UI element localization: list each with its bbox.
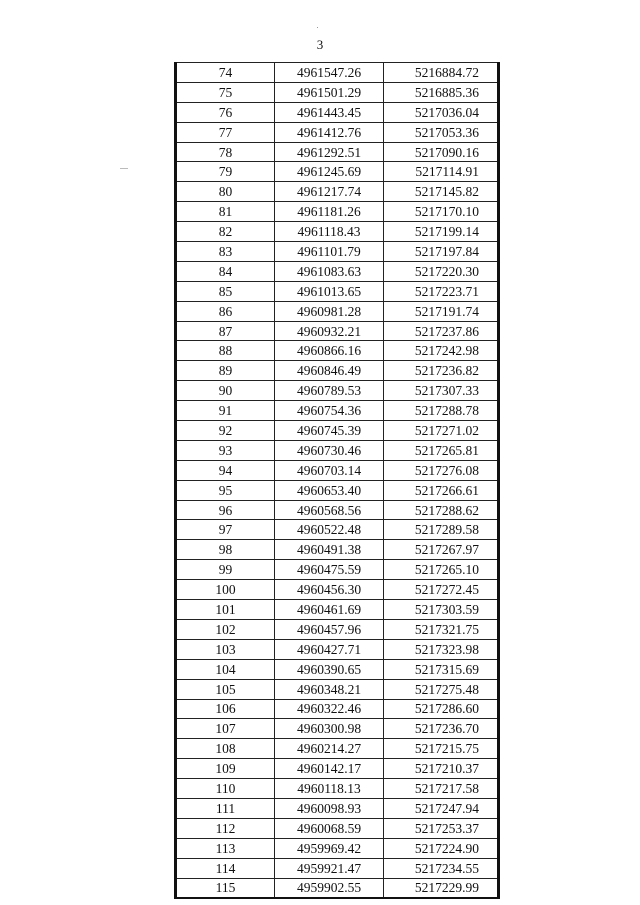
x-coordinate-cell: 4959921.47 — [275, 858, 384, 878]
point-number-cell: 83 — [176, 242, 275, 262]
table-row — [176, 659, 499, 679]
point-number-cell: 90 — [176, 381, 275, 401]
page-number: 3 — [316, 37, 324, 52]
point-number-cell: 75 — [176, 82, 275, 102]
point-number-cell: 87 — [176, 321, 275, 341]
x-coordinate-cell: 4959902.55 — [275, 878, 384, 898]
x-coordinate-cell: 4960703.14 — [275, 460, 384, 480]
x-coordinate-cell: 4961245.69 — [275, 162, 384, 182]
table-row — [176, 580, 499, 600]
x-coordinate-cell: 4960789.53 — [275, 381, 384, 401]
point-number-cell: 109 — [176, 759, 275, 779]
x-coordinate-cell: 4960846.49 — [275, 361, 384, 381]
point-number-cell: 94 — [176, 460, 275, 480]
x-coordinate-cell: 4960475.59 — [275, 560, 384, 580]
y-coordinate-cell: 5217286.60 — [384, 699, 499, 719]
point-number-cell: 86 — [176, 301, 275, 321]
y-coordinate-cell: 5217217.58 — [384, 779, 499, 799]
x-coordinate-cell: 4961181.26 — [275, 202, 384, 222]
coordinates-table-body — [176, 63, 499, 899]
table-row — [176, 261, 499, 281]
point-number-cell: 102 — [176, 619, 275, 639]
point-number-cell: 77 — [176, 122, 275, 142]
point-number-cell: 80 — [176, 182, 275, 202]
x-coordinate-cell: 4961217.74 — [275, 182, 384, 202]
point-number-cell: 96 — [176, 500, 275, 520]
point-number-cell: 110 — [176, 779, 275, 799]
x-coordinate-cell: 4961118.43 — [275, 222, 384, 242]
x-coordinate-cell: 4960461.69 — [275, 600, 384, 620]
point-number-cell: 101 — [176, 600, 275, 620]
table-row — [176, 759, 499, 779]
y-coordinate-cell: 5217210.37 — [384, 759, 499, 779]
x-coordinate-cell: 4961292.51 — [275, 142, 384, 162]
y-coordinate-cell: 5217253.37 — [384, 818, 499, 838]
x-coordinate-cell: 4960653.40 — [275, 480, 384, 500]
y-coordinate-cell: 5217224.90 — [384, 838, 499, 858]
table-row — [176, 421, 499, 441]
table-row — [176, 102, 499, 122]
point-number-cell: 97 — [176, 520, 275, 540]
x-coordinate-cell: 4960568.56 — [275, 500, 384, 520]
x-coordinate-cell: 4961443.45 — [275, 102, 384, 122]
y-coordinate-cell: 5217242.98 — [384, 341, 499, 361]
x-coordinate-cell: 4960427.71 — [275, 639, 384, 659]
y-coordinate-cell: 5217288.62 — [384, 500, 499, 520]
y-coordinate-cell: 5217145.82 — [384, 182, 499, 202]
y-coordinate-cell: 5217036.04 — [384, 102, 499, 122]
table-row — [176, 838, 499, 858]
x-coordinate-cell: 4961083.63 — [275, 261, 384, 281]
x-coordinate-cell: 4960456.30 — [275, 580, 384, 600]
point-number-cell: 88 — [176, 341, 275, 361]
point-number-cell: 95 — [176, 480, 275, 500]
y-coordinate-cell: 5217288.78 — [384, 401, 499, 421]
point-number-cell: 106 — [176, 699, 275, 719]
x-coordinate-cell: 4960118.13 — [275, 779, 384, 799]
point-number-cell: 112 — [176, 818, 275, 838]
point-number-cell: 105 — [176, 679, 275, 699]
table-row — [176, 341, 499, 361]
y-coordinate-cell: 5217220.30 — [384, 261, 499, 281]
y-coordinate-cell: 5217229.99 — [384, 878, 499, 898]
x-coordinate-cell: 4960098.93 — [275, 798, 384, 818]
table-row — [176, 162, 499, 182]
point-number-cell: 111 — [176, 798, 275, 818]
y-coordinate-cell: 5217271.02 — [384, 421, 499, 441]
point-number-cell: 91 — [176, 401, 275, 421]
point-number-cell: 82 — [176, 222, 275, 242]
table-row — [176, 679, 499, 699]
x-coordinate-cell: 4960214.27 — [275, 739, 384, 759]
x-coordinate-cell: 4960322.46 — [275, 699, 384, 719]
x-coordinate-cell: 4960981.28 — [275, 301, 384, 321]
x-coordinate-cell: 4960491.38 — [275, 540, 384, 560]
point-number-cell: 114 — [176, 858, 275, 878]
y-coordinate-cell: 5216884.72 — [384, 63, 499, 83]
table-row — [176, 719, 499, 739]
table-row — [176, 560, 499, 580]
point-number-cell: 76 — [176, 102, 275, 122]
x-coordinate-cell: 4960142.17 — [275, 759, 384, 779]
table-row — [176, 798, 499, 818]
table-row — [176, 480, 499, 500]
table-row — [176, 321, 499, 341]
table-row — [176, 699, 499, 719]
y-coordinate-cell: 5217275.48 — [384, 679, 499, 699]
point-number-cell: 100 — [176, 580, 275, 600]
x-coordinate-cell: 4961013.65 — [275, 281, 384, 301]
y-coordinate-cell: 5217114.91 — [384, 162, 499, 182]
point-number-cell: 113 — [176, 838, 275, 858]
point-number-cell: 92 — [176, 421, 275, 441]
point-number-cell: 79 — [176, 162, 275, 182]
x-coordinate-cell: 4960932.21 — [275, 321, 384, 341]
point-number-cell: 103 — [176, 639, 275, 659]
point-number-cell: 115 — [176, 878, 275, 898]
table-row — [176, 281, 499, 301]
x-coordinate-cell: 4959969.42 — [275, 838, 384, 858]
point-number-cell: 93 — [176, 440, 275, 460]
table-row — [176, 82, 499, 102]
x-coordinate-cell: 4960457.96 — [275, 619, 384, 639]
table-row — [176, 600, 499, 620]
y-coordinate-cell: 5217237.86 — [384, 321, 499, 341]
point-number-cell: 99 — [176, 560, 275, 580]
table-row — [176, 401, 499, 421]
table-row — [176, 301, 499, 321]
y-coordinate-cell: 5217303.59 — [384, 600, 499, 620]
point-number-cell: 104 — [176, 659, 275, 679]
y-coordinate-cell: 5217236.70 — [384, 719, 499, 739]
point-number-cell: 84 — [176, 261, 275, 281]
x-coordinate-cell: 4960300.98 — [275, 719, 384, 739]
table-row — [176, 222, 499, 242]
x-coordinate-cell: 4961547.26 — [275, 63, 384, 83]
point-number-cell: 85 — [176, 281, 275, 301]
table-row — [176, 381, 499, 401]
y-coordinate-cell: 5217197.84 — [384, 242, 499, 262]
y-coordinate-cell: 5217265.81 — [384, 440, 499, 460]
y-coordinate-cell: 5217276.08 — [384, 460, 499, 480]
table-row — [176, 878, 499, 898]
table-row — [176, 540, 499, 560]
point-number-cell: 74 — [176, 63, 275, 83]
x-coordinate-cell: 4960522.48 — [275, 520, 384, 540]
table-row — [176, 142, 499, 162]
y-coordinate-cell: 5217267.97 — [384, 540, 499, 560]
table-row — [176, 242, 499, 262]
table-row — [176, 818, 499, 838]
y-coordinate-cell: 5217307.33 — [384, 381, 499, 401]
scan-artifact-dash — [120, 168, 128, 169]
y-coordinate-cell: 5217215.75 — [384, 739, 499, 759]
point-number-cell: 89 — [176, 361, 275, 381]
table-row — [176, 122, 499, 142]
point-number-cell: 81 — [176, 202, 275, 222]
coordinates-table — [174, 62, 500, 899]
y-coordinate-cell: 5217053.36 — [384, 122, 499, 142]
x-coordinate-cell: 4960754.36 — [275, 401, 384, 421]
table-row — [176, 182, 499, 202]
point-number-cell: 98 — [176, 540, 275, 560]
table-row — [176, 440, 499, 460]
x-coordinate-cell: 4960068.59 — [275, 818, 384, 838]
x-coordinate-cell: 4960390.65 — [275, 659, 384, 679]
y-coordinate-cell: 5217266.61 — [384, 480, 499, 500]
table-row — [176, 361, 499, 381]
y-coordinate-cell: 5217247.94 — [384, 798, 499, 818]
table-row — [176, 619, 499, 639]
y-coordinate-cell: 5216885.36 — [384, 82, 499, 102]
y-coordinate-cell: 5217191.74 — [384, 301, 499, 321]
y-coordinate-cell: 5217199.14 — [384, 222, 499, 242]
table-row — [176, 520, 499, 540]
x-coordinate-cell: 4960730.46 — [275, 440, 384, 460]
y-coordinate-cell: 5217315.69 — [384, 659, 499, 679]
table-row — [176, 202, 499, 222]
y-coordinate-cell: 5217265.10 — [384, 560, 499, 580]
x-coordinate-cell: 4960348.21 — [275, 679, 384, 699]
y-coordinate-cell: 5217170.10 — [384, 202, 499, 222]
table-row — [176, 63, 499, 83]
table-row — [176, 739, 499, 759]
table-row — [176, 779, 499, 799]
point-number-cell: 108 — [176, 739, 275, 759]
x-coordinate-cell: 4960745.39 — [275, 421, 384, 441]
x-coordinate-cell: 4961501.29 — [275, 82, 384, 102]
y-coordinate-cell: 5217321.75 — [384, 619, 499, 639]
y-coordinate-cell: 5217236.82 — [384, 361, 499, 381]
x-coordinate-cell: 4960866.16 — [275, 341, 384, 361]
y-coordinate-cell: 5217289.58 — [384, 520, 499, 540]
table-row — [176, 858, 499, 878]
x-coordinate-cell: 4961101.79 — [275, 242, 384, 262]
y-coordinate-cell: 5217223.71 — [384, 281, 499, 301]
point-number-cell: 107 — [176, 719, 275, 739]
point-number-cell: 78 — [176, 142, 275, 162]
y-coordinate-cell: 5217234.55 — [384, 858, 499, 878]
x-coordinate-cell: 4961412.76 — [275, 122, 384, 142]
table-row — [176, 460, 499, 480]
table-row — [176, 639, 499, 659]
y-coordinate-cell: 5217323.98 — [384, 639, 499, 659]
y-coordinate-cell: 5217090.16 — [384, 142, 499, 162]
scan-artifact-dot — [317, 27, 318, 28]
y-coordinate-cell: 5217272.45 — [384, 580, 499, 600]
table-row — [176, 500, 499, 520]
